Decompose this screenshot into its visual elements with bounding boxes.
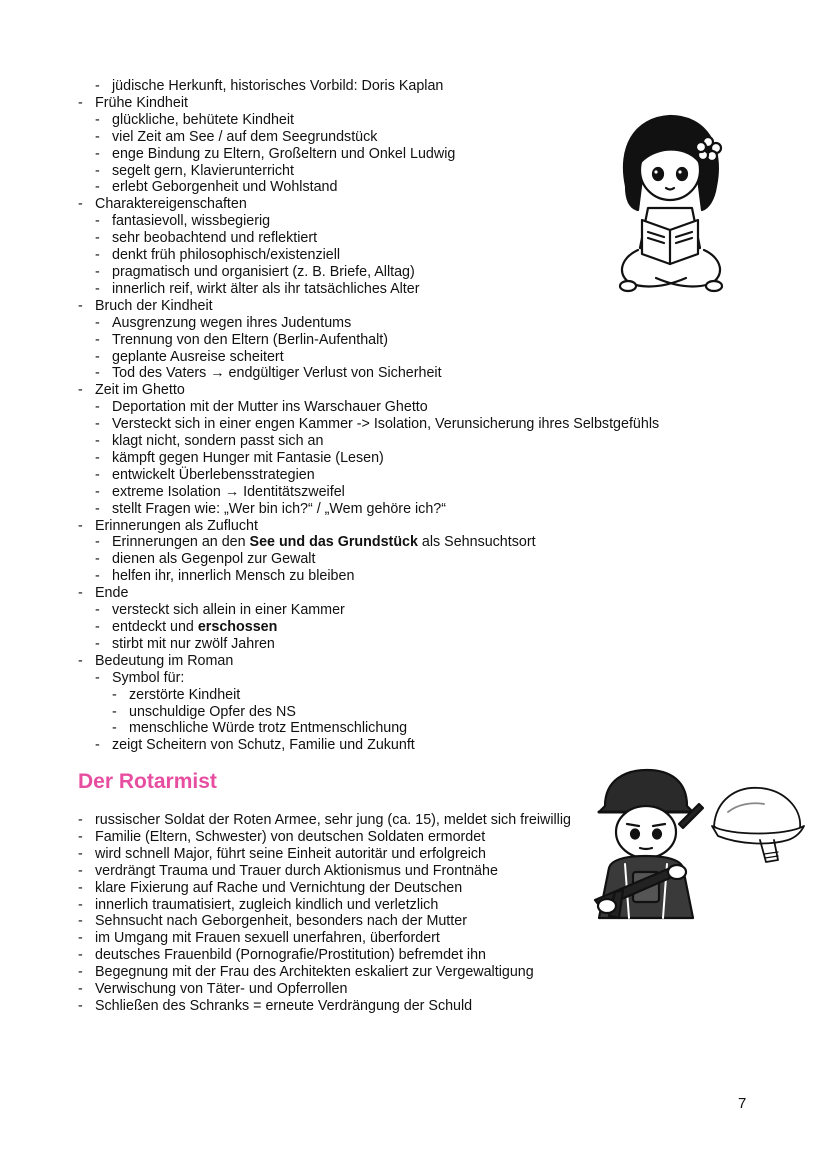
list-item — [78, 964, 598, 981]
list-bullet: - — [78, 94, 83, 111]
list-item — [78, 981, 598, 998]
list-bullet: - — [112, 686, 117, 703]
list-item — [78, 585, 718, 602]
sub-list-item — [78, 501, 718, 518]
list-bullet: - — [78, 930, 83, 947]
list-item-text: pragmatisch und organisiert (z. B. Briefe, Alltag) — [112, 263, 415, 280]
list-bullet: - — [95, 78, 100, 94]
list-item-text: Bruch der Kindheit — [95, 297, 213, 314]
sub-list-item — [78, 467, 718, 484]
list-item-text: glückliche, behütete Kindheit — [112, 111, 295, 128]
list-item-text: Erinnerungen an den — [112, 534, 250, 551]
list-item-text: Tod des Vaters → endgültiger Verlust von Sicherheit — [112, 365, 442, 382]
soldier-illustration — [585, 768, 707, 928]
list-item — [78, 897, 598, 914]
page-number: 7 — [738, 1095, 747, 1112]
list-item — [78, 829, 598, 846]
sub-list-item — [78, 315, 718, 332]
list-item-text: innerlich reif, wirkt älter als ihr tatsächliches Alter — [112, 280, 420, 297]
helmet-illustration — [708, 782, 808, 874]
list-bullet: - — [95, 433, 100, 450]
list-bullet: - — [95, 230, 100, 247]
list-item-text: Begegnung mit der Frau des Architekten eskaliert zur Vergewaltigung — [95, 964, 534, 981]
sub-list-item — [78, 636, 718, 653]
list-item — [78, 382, 718, 399]
list-item-text: Familie (Eltern, Schwester) von deutschen Soldaten ermordet — [95, 828, 486, 845]
list-bullet: - — [95, 247, 100, 264]
list-item-text: entwickelt Überlebensstrategien — [112, 466, 315, 483]
list-bullet: - — [95, 449, 100, 466]
list-bullet: - — [78, 297, 83, 314]
rotarmist-notes — [78, 812, 598, 1015]
sub-list-item — [78, 534, 718, 551]
list-bullet: - — [95, 162, 100, 179]
list-bullet: - — [95, 280, 100, 297]
list-item-text: Charaktereigenschaften — [95, 196, 247, 213]
list-item-text: erlebt Geborgenheit und Wohlstand — [112, 179, 338, 196]
list-bullet: - — [95, 348, 100, 365]
list-item-text: Zeit im Ghetto — [95, 382, 185, 399]
list-bullet: - — [78, 845, 83, 862]
list-bullet: - — [78, 964, 83, 981]
section-heading-rotarmist: Der Rotarmist — [78, 770, 217, 793]
list-item-text: Erinnerungen als Zuflucht — [95, 517, 258, 534]
list-bullet: - — [78, 652, 83, 669]
sub-list-item — [78, 416, 718, 433]
sub-list-item — [78, 349, 718, 366]
list-item — [78, 846, 598, 863]
list-item-text: zerstörte Kindheit — [129, 686, 241, 703]
list-bullet: - — [78, 981, 83, 998]
sub-list-item — [78, 670, 718, 687]
list-item-text: sehr beobachtend und reflektiert — [112, 230, 318, 247]
list-item-text: innerlich traumatisiert, zugleich kindlich und verletzlich — [95, 896, 439, 913]
list-item-text: menschliche Würde trotz Entmenschlichung — [129, 720, 408, 737]
sub-list-item — [78, 433, 718, 450]
list-bullet: - — [95, 416, 100, 433]
list-item-text: extreme Isolation → Identitätszweifel — [112, 483, 345, 500]
list-item-text: Symbol für: — [112, 669, 185, 686]
list-bullet: - — [95, 111, 100, 128]
list-bullet: - — [95, 551, 100, 568]
list-bullet: - — [95, 669, 100, 686]
list-bullet: - — [95, 128, 100, 145]
sub-list-item — [78, 619, 718, 636]
list-item-text: enge Bindung zu Eltern, Großeltern und Onkel Ludwig — [112, 145, 456, 162]
list-bullet: - — [95, 466, 100, 483]
list-item — [78, 998, 598, 1015]
list-bullet: - — [78, 196, 83, 213]
list-bullet: - — [95, 483, 100, 500]
list-item-text: segelt gern, Klavierunterricht — [112, 162, 294, 179]
list-item-text: Schließen des Schranks = erneute Verdrängung der Schuld — [95, 997, 473, 1014]
sub-list-item — [78, 332, 718, 349]
list-bullet: - — [78, 862, 83, 879]
list-bullet: - — [78, 382, 83, 399]
list-bullet: - — [78, 896, 83, 913]
list-bullet: - — [95, 331, 100, 348]
list-bullet: - — [112, 703, 117, 720]
girl-reading-illustration — [612, 108, 730, 296]
list-bullet: - — [95, 213, 100, 230]
list-item-text: fantasievoll, wissbegierig — [112, 213, 271, 230]
list-item-text: denkt früh philosophisch/existenziell — [112, 247, 341, 264]
list-bullet: - — [95, 365, 100, 382]
list-item-text: klagt nicht, sondern passt sich an — [112, 433, 324, 450]
list-item — [78, 947, 598, 964]
list-bullet: - — [78, 828, 83, 845]
list-item-text: wird schnell Major, führt seine Einheit autoritär und erfolgreich — [95, 845, 486, 862]
sub-sub-list-item — [78, 687, 718, 704]
list-item — [78, 913, 598, 930]
list-bullet: - — [95, 399, 100, 416]
list-bullet: - — [95, 737, 100, 754]
sub-list-item — [78, 450, 718, 467]
list-item-text: geplante Ausreise scheitert — [112, 348, 284, 365]
list-item-text: stirbt mit nur zwölf Jahren — [112, 635, 275, 652]
list-item-text: Sehnsucht nach Geborgenheit, besonders nach der Mutter — [95, 913, 467, 930]
list-bullet: - — [78, 997, 83, 1014]
list-bullet: - — [78, 585, 83, 602]
list-item — [78, 930, 598, 947]
bold-text: erschossen — [197, 619, 278, 635]
list-item-text: jüdische Herkunft, historisches Vorbild: Doris Kaplan — [112, 78, 444, 94]
sub-sub-list-item — [78, 704, 718, 721]
sub-list-item — [78, 568, 718, 585]
list-item — [78, 653, 718, 670]
list-item-text: Deportation mit der Mutter ins Warschauer Ghetto — [112, 399, 428, 416]
list-bullet: - — [95, 263, 100, 280]
list-bullet: - — [95, 602, 100, 619]
sub-list-item — [78, 737, 718, 754]
list-item-text: kämpft gegen Hunger mit Fantasie (Lesen) — [112, 449, 384, 466]
list-bullet: - — [78, 879, 83, 896]
list-item-text: unschuldige Opfer des NS — [129, 703, 296, 720]
list-item-text: deutsches Frauenbild (Pornografie/Prostitution) befremdet ihn — [95, 947, 486, 964]
list-item-text: Verwischung von Täter- und Opferrollen — [95, 981, 348, 998]
list-bullet: - — [78, 947, 83, 964]
list-bullet: - — [95, 568, 100, 585]
list-item-text: als Sehnsuchtsort — [417, 534, 536, 551]
sub-list-item — [78, 602, 718, 619]
list-item-text: Trennung von den Eltern (Berlin-Aufenthalt) — [112, 331, 389, 348]
list-bullet: - — [78, 913, 83, 930]
sub-list-item — [78, 484, 718, 501]
sub-list-item — [78, 551, 718, 568]
list-item-text: verdrängt Trauma und Trauer durch Aktionismus und Frontnähe — [95, 862, 498, 879]
list-item-text: russischer Soldat der Roten Armee, sehr jung (ca. 15), meldet sich freiwillig — [95, 812, 571, 828]
list-item — [78, 298, 718, 315]
list-bullet: - — [95, 534, 100, 551]
list-item — [78, 518, 718, 535]
list-item-text: Frühe Kindheit — [95, 94, 188, 111]
list-item-text: dienen als Gegenpol zur Gewalt — [112, 551, 316, 568]
list-item-text: viel Zeit am See / auf dem Seegrundstück — [112, 128, 378, 145]
list-item-text: Ausgrenzung wegen ihres Judentums — [112, 314, 352, 331]
list-item-text: Bedeutung im Roman — [95, 652, 234, 669]
list-item — [78, 812, 598, 829]
list-item — [78, 863, 598, 880]
list-bullet: - — [95, 635, 100, 652]
sub-list-item — [78, 365, 718, 382]
list-bullet: - — [95, 145, 100, 162]
list-bullet: - — [95, 500, 100, 517]
list-item-text: Ende — [95, 585, 129, 602]
list-bullet: - — [112, 720, 117, 737]
list-bullet: - — [95, 314, 100, 331]
list-item-text: zeigt Scheitern von Schutz, Familie und Zukunft — [112, 737, 415, 754]
list-bullet: - — [95, 179, 100, 196]
list-item-text: im Umgang mit Frauen sexuell unerfahren, überfordert — [95, 930, 440, 947]
list-item-text: entdeckt und — [112, 619, 198, 635]
sub-sub-list-item — [78, 720, 718, 737]
list-bullet: - — [78, 517, 83, 534]
list-item-text: stellt Fragen wie: „Wer bin ich?“ / „Wem gehöre ich?“ — [112, 500, 446, 517]
list-item — [78, 880, 598, 897]
list-item-text: Versteckt sich in einer engen Kammer -> Isolation, Verunsicherung ihres Selbstgefühls — [112, 416, 660, 433]
sub-list-item — [78, 78, 718, 95]
bold-text: See und das Grundstück — [249, 534, 418, 551]
sub-list-item — [78, 399, 718, 416]
list-bullet: - — [78, 812, 83, 828]
list-item-text: versteckt sich allein in einer Kammer — [112, 602, 345, 619]
list-item-text: helfen ihr, innerlich Mensch zu bleiben — [112, 568, 355, 585]
list-item-text: klare Fixierung auf Rache und Vernichtung der Deutschen — [95, 879, 463, 896]
list-bullet: - — [95, 619, 100, 635]
